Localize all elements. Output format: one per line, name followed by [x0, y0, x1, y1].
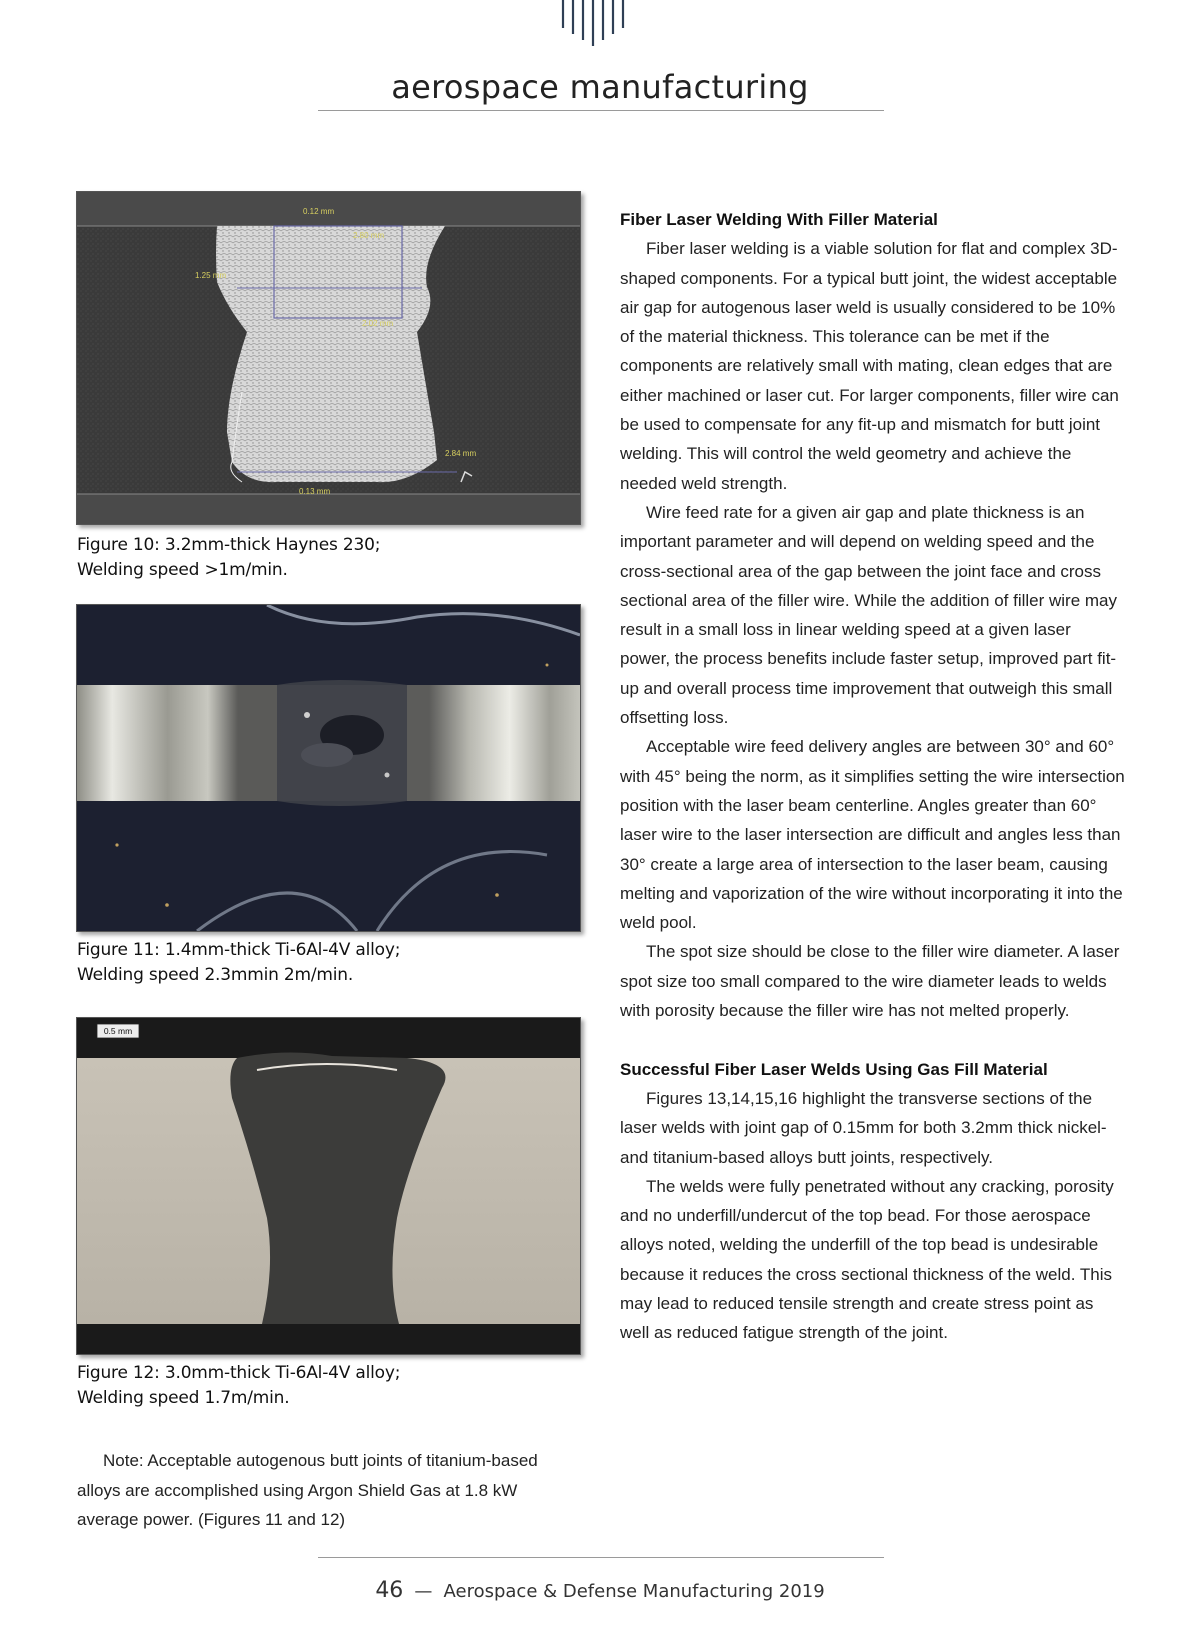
- footer-separator: —: [414, 1581, 433, 1602]
- body-paragraph: Figures 13,14,15,16 highlight the transverse sections of the laser welds with joint gap of 0.15mm for both 3.2mm thick nickel- and titanium-based alloys butt joints, respectively.: [620, 1088, 1107, 1167]
- measure-label: 2.80 mm: [353, 231, 385, 240]
- header-decoration: [560, 0, 650, 48]
- figure-12-image: [76, 1017, 581, 1355]
- measure-label: 0.13 mm: [299, 487, 331, 496]
- article-body: [620, 205, 1125, 1348]
- page-section-title: aerospace manufacturing: [391, 68, 809, 106]
- body-paragraph: Fiber laser welding is a viable solution for flat and complex 3D-shaped components. For a typical butt joint, the widest acceptable air gap for autogenous laser weld is usually considered to be 10% of the material thickness. This tolerance can be met if the components are relatively small with mating, clean edges that are either machined or laser cut. For larger components, filler wire can be used to compensate for any fit-up and mismatch for butt joint welding. This will control the weld geometry and achieve the needed weld strength.: [620, 239, 1119, 493]
- note-paragraph: Note: Acceptable autogenous butt joints of titanium-based alloys are accomplished using Argon Shield Gas at 1.8 kW average power. (Figures 11 and 12): [77, 1451, 538, 1529]
- body-paragraph: The welds were fully penetrated without any cracking, porosity and no underfill/undercut of the top bead. For those aerospace alloys noted, welding the underfill of the top bead is undesirable because it reduces the cross sectional thickness of the weld. This may lead to reduced tensile strength and create stress point as well as reduced fatigue strength of the joint.: [620, 1176, 1114, 1343]
- measure-label: 1.25 mm: [195, 271, 227, 280]
- figure-10-caption: Figure 10: 3.2mm-thick Haynes 230; Welding speed >1m/min.: [77, 535, 381, 580]
- body-paragraph: The spot size should be close to the filler wire diameter. A laser spot size too small compared to the wire diameter leads to welds with porosity because the filler wire has not melted properly.: [620, 942, 1120, 1021]
- section-heading: Successful Fiber Laser Welds Using Gas Fill Material: [620, 1059, 1048, 1079]
- footer-rule: [318, 1557, 884, 1558]
- figure-11-caption: Figure 11: 1.4mm-thick Ti-6Al-4V alloy; Welding speed 2.3mmin 2m/min.: [77, 940, 401, 985]
- figure-12-caption: Figure 12: 3.0mm-thick Ti-6Al-4V alloy; Welding speed 1.7m/min.: [77, 1363, 401, 1408]
- body-paragraph: Acceptable wire feed delivery angles are between 30° and 60° with 45° being the norm, as it simplifies setting the wire intersection position with the laser beam centerline. Angles greater than 60° laser wire to the laser intersection are difficult and angles less than 30° create a large area of intersection to the laser beam, causing melting and vaporization of the wire without incorporating it into the weld pool.: [620, 737, 1125, 933]
- section-heading: Fiber Laser Welding With Filler Material: [620, 210, 938, 229]
- page-footer: [0, 1578, 1200, 1603]
- scale-bar-label: 0.5 mm: [103, 1026, 133, 1036]
- measure-label: 2.02 mm: [362, 319, 394, 328]
- page-number: 46: [375, 1578, 404, 1603]
- measure-label: 2.84 mm: [445, 449, 477, 458]
- figure-10-image: [76, 191, 581, 525]
- measure-label: 0.12 mm: [303, 207, 335, 216]
- figure-11-image: [76, 604, 581, 932]
- body-paragraph: Wire feed rate for a given air gap and plate thickness is an important parameter and will depend on welding speed and the cross-sectional area of the gap between the joint face and cross sectional area of the filler wire. While the addition of filler wire may result in a small loss in linear welding speed at a given laser power, the process benefits include faster setup, improved part fit-up and overall process time improvement that outweigh this small offsetting loss.: [620, 502, 1117, 728]
- header-rule: [318, 110, 884, 111]
- publication-name: Aerospace & Defense Manufacturing 2019: [443, 1581, 825, 1602]
